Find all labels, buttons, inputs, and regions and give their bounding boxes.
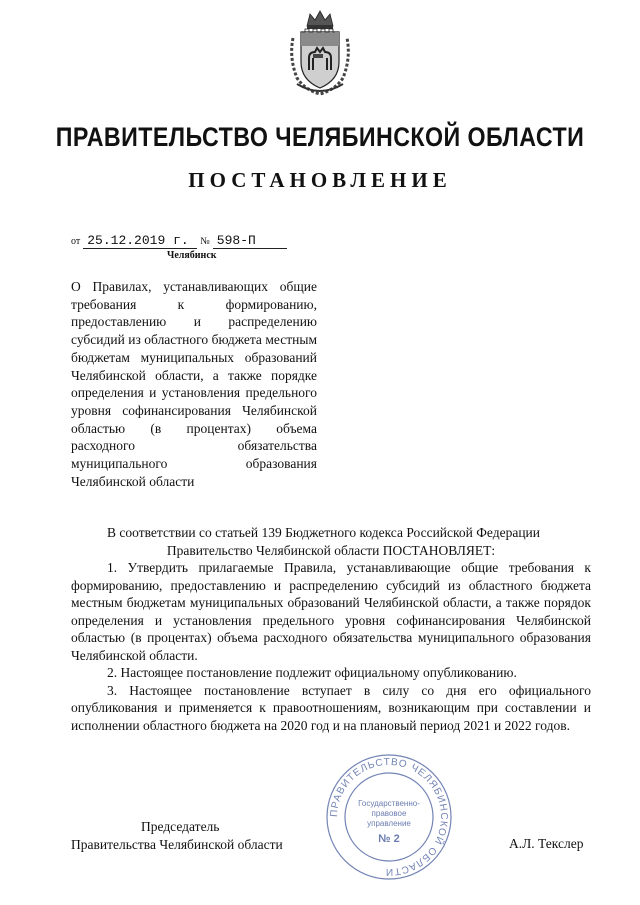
signatory-name: А.Л. Текслер — [509, 836, 584, 851]
seal-line-1: Государственно- — [358, 799, 420, 808]
document-body — [71, 524, 591, 734]
document-number: 598-П — [213, 233, 287, 249]
official-seal — [324, 752, 454, 882]
signatory-position — [71, 818, 283, 854]
preamble: В соответствии со статьей 139 Бюджетного кодекса Российской Федерации — [107, 525, 540, 540]
government-title: ПРАВИТЕЛЬСТВО ЧЕЛЯБИНСКОЙ ОБЛАСТИ — [55, 122, 585, 152]
position-line-1: Председатель — [141, 819, 220, 834]
number-label: № — [200, 236, 210, 247]
from-label: от — [71, 236, 81, 247]
resolution-phrase: Правительство Челябинской области ПОСТАНОВЛЯЕТ: — [166, 542, 496, 558]
document-subject: О Правилах, устанавливающих общие требования к формированию, предоставлению и распределению субсидий из областного бюджета местным бюджетам муниципальных образований Челябинской области, а также порядке определения и установления предельного уровня софинансирования Челябинской областью (в процентах) объема расходного обязательства муниципального образования Челябинской области — [71, 279, 317, 489]
document-reference — [71, 233, 287, 249]
item-3: 3. Настоящее постановление вступает в силу со дня его официального опубликования и применяется к правоотношениям, возникающим при составлении и исполнении областного бюджета на 2020 год и на плановый период 2021 и 2022 годов. — [71, 682, 591, 733]
seal-outer-text: ПРАВИТЕЛЬСТВО ЧЕЛЯБИНСКОЙ ОБЛАСТИ — [328, 756, 450, 878]
document-type: ПОСТАНОВЛЕНИЕ — [188, 168, 452, 192]
seal-line-3: управление — [367, 819, 411, 828]
position-line-2: Правительства Челябинской области — [71, 837, 283, 852]
seal-line-2: правовое — [371, 809, 407, 818]
seal-number: № 2 — [378, 833, 400, 845]
city-name: Челябинск — [167, 250, 217, 261]
item-1: 1. Утвердить прилагаемые Правила, устанавливающие общие требования к формированию, предоставлению и распределению субсидий из областного бюджета местным бюджетам муниципальных образований Челябинской области, а также порядок определения и установления предельного уровня софинансирования Челябинской областью (в процентах) объема расходного обязательства муниципального образования Челябинской области. — [71, 560, 591, 663]
document-date: 25.12.2019 г. — [83, 233, 197, 249]
chelyabinsk-coat-of-arms-icon — [287, 8, 353, 96]
item-2: 2. Настоящее постановление подлежит официальному опубликованию. — [107, 665, 517, 680]
